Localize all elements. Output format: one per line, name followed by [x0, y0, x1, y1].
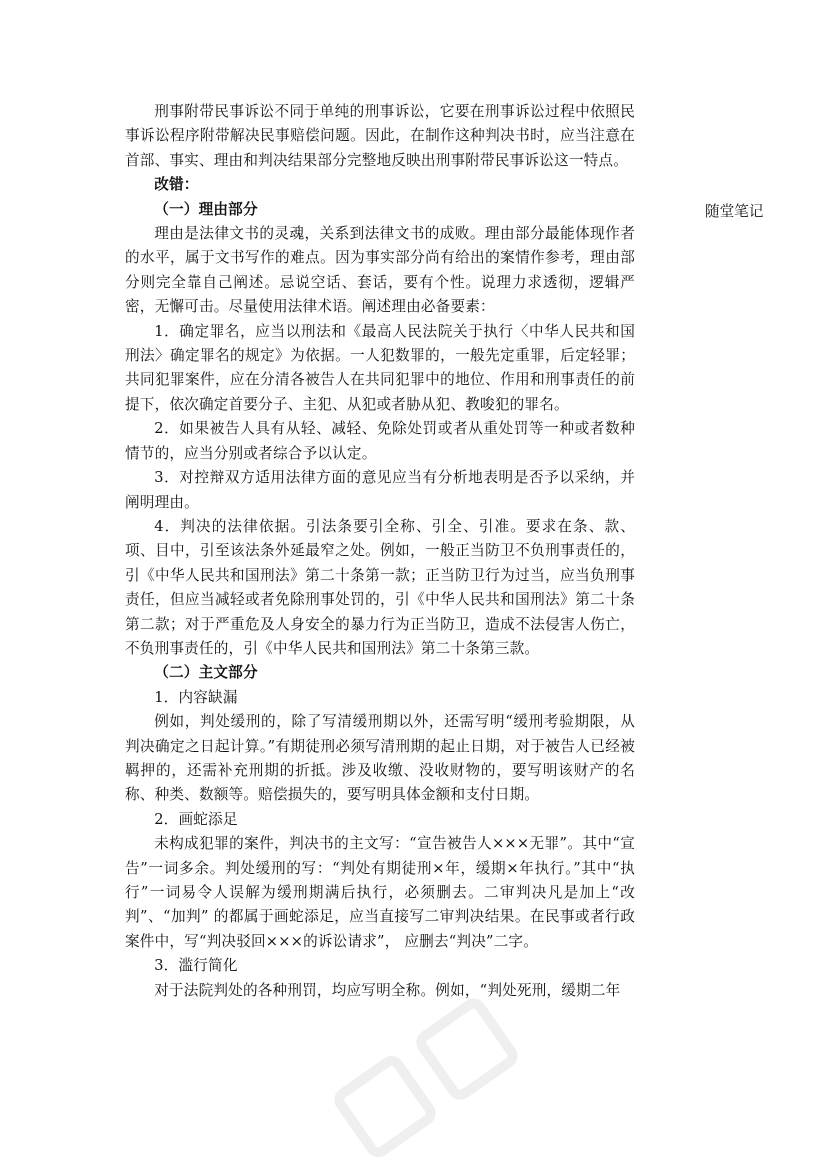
reasoning-item-1: 1．确定罪名，应当以刑法和《最高人民法院关于执行〈中华人民共和国刑法〉确定罪名的规定》为依据。一人犯数罪的，一般先定重罪，后定轻罪；共同犯罪案件，应在分清各被告人在共同犯罪中的地位、作用和刑事责任的前提下，依次确定首要分子、主犯、从犯或者胁从犯、教唆犯的罪名。: [125, 322, 635, 413]
reasoning-paragraph: 理由是法律文书的灵魂，关系到法律文书的成败。理由部分最能体现作者的水平，属于文书写作的难点。因为事实部分尚有给出的案情作参考，理由部分则完全靠自己阐述。忌说空话、套话，要有个性。说理力求透彻，逻辑严密，无懈可击。尽量使用法律术语。阐述理由必备要素：: [125, 225, 635, 316]
omission-paragraph: 例如，判处缓刑的，除了写清缓刑期以外，还需写明“缓刑考验期限，从判决确定之日起计算。”有期徒刑必须写清刑期的起止日期，对于被告人已经被羁押的，还需补充刑期的折抵。涉及收缴、没收财物的，要写明该财产的名称、种类、数额等。赔偿损失的，要写明具体金额和支付日期。: [125, 713, 635, 804]
reasoning-item-4: 4．判决的法律依据。引法条要引全称、引全、引准。要求在条、款、项、目中，引至该法条外延最窄之处。例如，一般正当防卫不负刑事责任的，引《中华人民共和国刑法》第二十条第一款；正当防卫行为过当，应当负刑事责任，但应当减轻或者免除刑事处罚的，引《中华人民共和国刑法》第二十条第二款；对于严重危及人身安全的暴力行为正当防卫，造成不法侵害人伤亡，不负刑事责任的，引《中华人民共和国刑法》第二十条第三款。: [125, 517, 635, 657]
subheading-oversimplification: 3．滥行简化: [154, 957, 238, 975]
section-heading-main-text: （二）主文部分: [154, 664, 258, 682]
superfluous-paragraph: 未构成犯罪的案件，判决书的主文写：“宣告被告人×××无罪”。其中“宣告”一词多余。判处缓刑的写：“判处有期徒刑×年，缓期×年执行。”其中“执行”一词易令人误解为缓刑期满后执行，必须删去。二审判决凡是加上“改判”、“加判” 的都属于画蛇添足，应当直接写二审判决结果。在民事或者行政案件中，写“判决驳回×××的诉讼请求”， 应删去“判决”二字。: [125, 835, 635, 950]
reasoning-item-3: 3．对控辩双方适用法律方面的意见应当有分析地表明是否予以采纳，并阐明理由。: [125, 469, 635, 511]
document-body: [125, 100, 635, 1003]
watermark-graphic: [300, 980, 560, 1170]
intro-paragraph: 刑事附带民事诉讼不同于单纯的刑事诉讼，它要在刑事诉讼过程中依照民事诉讼程序附带解决民事赔偿问题。因此，在制作这种判决书时，应当注意在首部、事实、理由和判决结果部分完整地反映出刑事附带民事诉讼这一特点。: [125, 103, 635, 169]
side-note-label: 随堂笔记: [705, 203, 764, 220]
oversimplification-paragraph: 对于法院判处的各种刑罚，均应写明全称。例如，“判处死刑，缓期二年: [154, 981, 621, 999]
subheading-superfluous: 2．画蛇添足: [154, 810, 238, 828]
reasoning-item-2: 2．如果被告人具有从轻、减轻、免除处罚或者从重处罚等一种或者数种情节的，应当分别或者综合予以认定。: [125, 420, 635, 462]
section-heading-correction: 改错：: [154, 176, 199, 194]
subheading-omission: 1．内容缺漏: [154, 688, 238, 706]
section-heading-reasoning: （一）理由部分: [154, 200, 258, 218]
